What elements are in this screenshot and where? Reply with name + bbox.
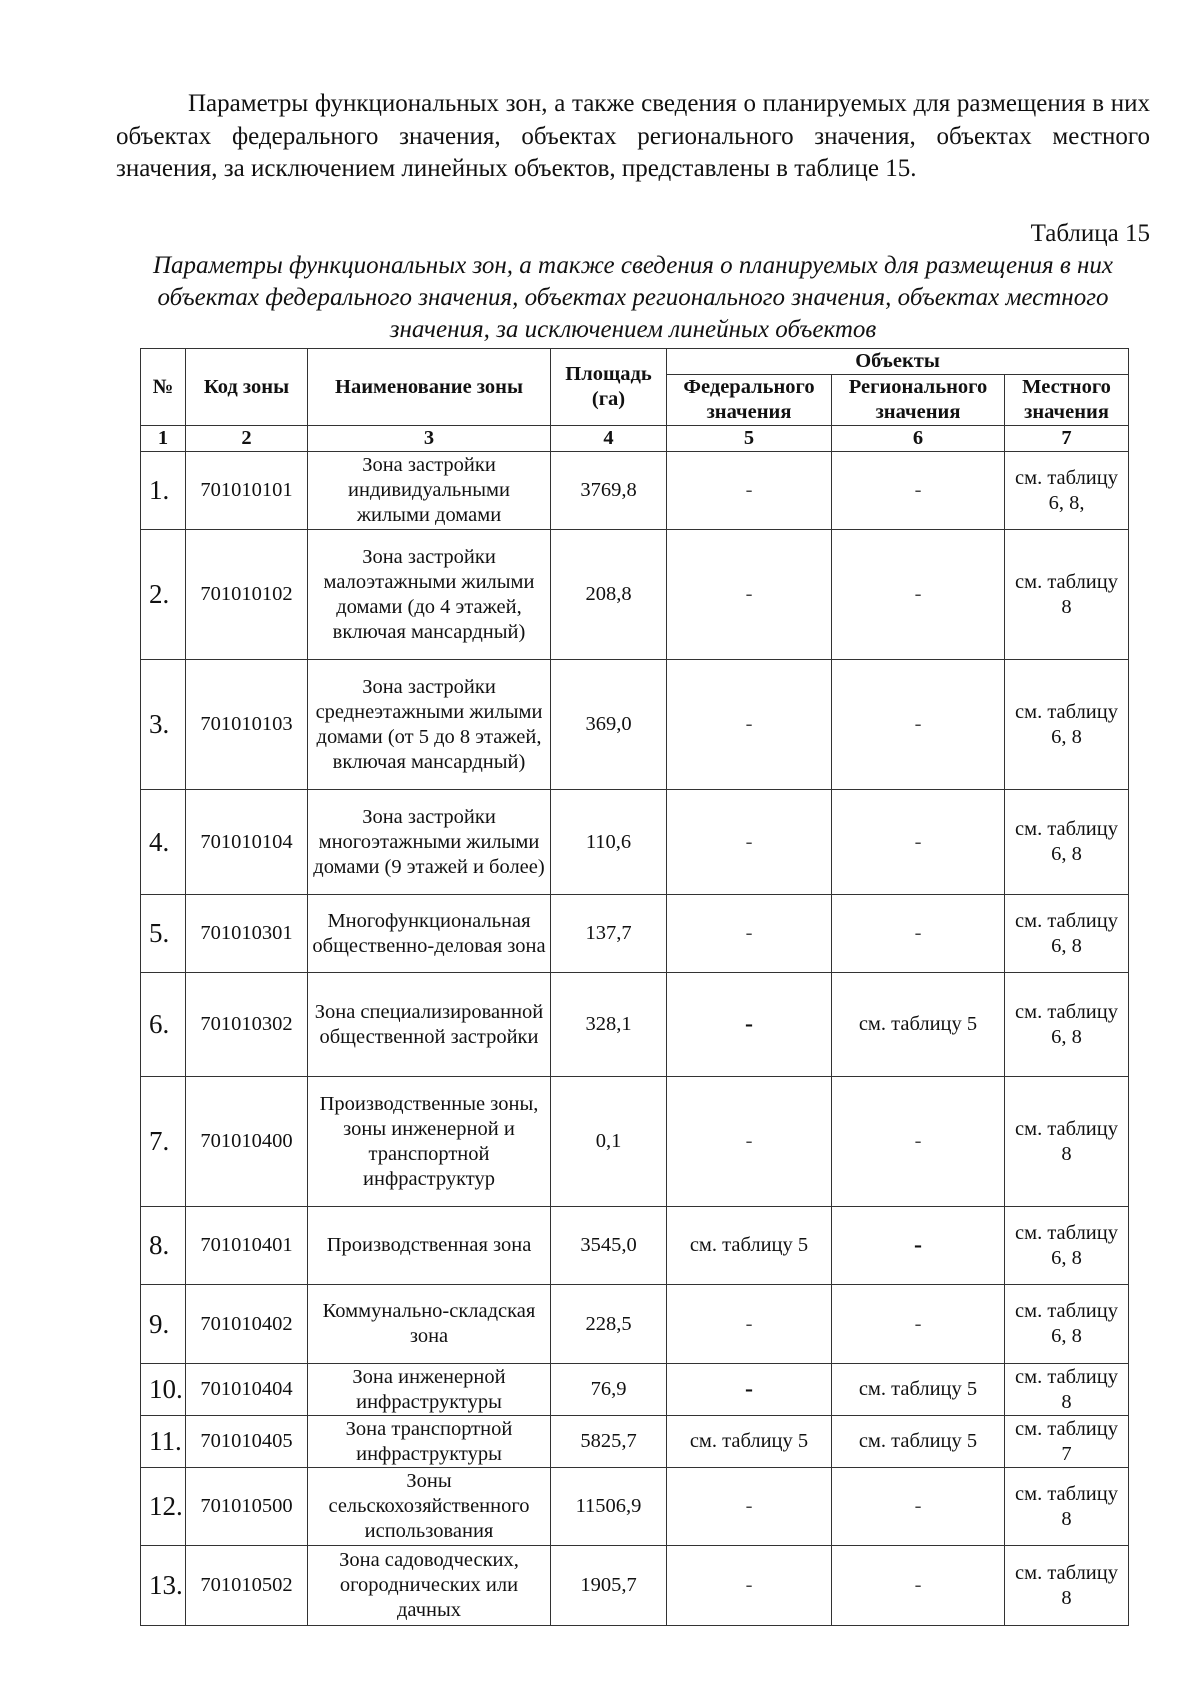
regional-objects: - [832, 790, 1005, 895]
regional-objects: - [832, 1468, 1005, 1546]
row-num: 4. [141, 790, 186, 895]
index-cell: 5 [667, 426, 832, 452]
local-objects: см. таблицу 6, 8 [1005, 790, 1129, 895]
local-objects: см. таблицу 6, 8 [1005, 1285, 1129, 1364]
zone-code: 701010102 [186, 530, 308, 660]
table-row [141, 1285, 1129, 1364]
local-objects: см. таблицу 8 [1005, 1077, 1129, 1207]
regional-objects: - [832, 1546, 1005, 1626]
federal-objects: - [667, 1468, 832, 1546]
intro-text: Параметры функциональных зон, а также сведения о планируемых для размещения в них объектах федерального значения, объектах регионального значения, объектах местного значения, за исключением линейных объектов, представлены в таблице 15. [116, 90, 1150, 182]
regional-objects: см. таблицу 5 [832, 1364, 1005, 1416]
federal-objects: - [667, 530, 832, 660]
regional-objects: см. таблицу 5 [832, 973, 1005, 1077]
table-row [141, 973, 1129, 1077]
row-num: 13. [141, 1546, 186, 1626]
zone-code: 701010500 [186, 1468, 308, 1546]
local-objects: см. таблицу 6, 8 [1005, 660, 1129, 790]
zone-code: 701010302 [186, 973, 308, 1077]
zone-name: Зона специализированной общественной застройки [308, 973, 551, 1077]
regional-objects: - [832, 895, 1005, 973]
table-row [141, 1416, 1129, 1468]
zone-area: 76,9 [551, 1364, 667, 1416]
zone-name: Зона инженерной инфраструктуры [308, 1364, 551, 1416]
zone-code: 701010502 [186, 1546, 308, 1626]
header-federal: Федерального значения [667, 375, 832, 426]
regional-objects: - [832, 660, 1005, 790]
zone-area: 3545,0 [551, 1207, 667, 1285]
index-cell: 1 [141, 426, 186, 452]
index-cell: 3 [308, 426, 551, 452]
zone-area: 208,8 [551, 530, 667, 660]
zone-name: Зона транспортной инфраструктуры [308, 1416, 551, 1468]
zone-code: 701010301 [186, 895, 308, 973]
federal-objects: - [667, 973, 832, 1077]
table-row [141, 660, 1129, 790]
zone-code: 701010402 [186, 1285, 308, 1364]
zone-code: 701010103 [186, 660, 308, 790]
local-objects: см. таблицу 6, 8 [1005, 1207, 1129, 1285]
federal-objects: - [667, 660, 832, 790]
table-row [141, 895, 1129, 973]
table-row [141, 452, 1129, 530]
row-num: 5. [141, 895, 186, 973]
header-num: № [141, 349, 186, 426]
table-caption: Параметры функциональных зон, а также сведения о планируемых для размещения в них объектах федерального значения, объектах регионального значения, объектах местного значения, за исключением линейных объектов [152, 252, 1114, 343]
federal-objects: - [667, 452, 832, 530]
zone-name: Зона застройки среднеэтажными жилыми домами (от 5 до 8 этажей, включая мансардный) [308, 660, 551, 790]
local-objects: см. таблицу 8 [1005, 1364, 1129, 1416]
federal-objects: см. таблицу 5 [667, 1416, 832, 1468]
row-num: 2. [141, 530, 186, 660]
local-objects: см. таблицу 8 [1005, 1546, 1129, 1626]
federal-objects: - [667, 1077, 832, 1207]
zone-code: 701010404 [186, 1364, 308, 1416]
header-code: Код зоны [186, 349, 308, 426]
local-objects: см. таблицу 6, 8 [1005, 895, 1129, 973]
table-row [141, 1546, 1129, 1626]
regional-objects: - [832, 452, 1005, 530]
header-area: Площадь (га) [551, 349, 667, 426]
federal-objects: - [667, 1285, 832, 1364]
zone-name: Производственные зоны, зоны инженерной и транспортной инфраструктур [308, 1077, 551, 1207]
zone-name: Многофункциональная общественно-деловая зона [308, 895, 551, 973]
federal-objects: - [667, 790, 832, 895]
regional-objects: - [832, 530, 1005, 660]
row-num: 3. [141, 660, 186, 790]
zone-area: 137,7 [551, 895, 667, 973]
zone-area: 0,1 [551, 1077, 667, 1207]
zone-code: 701010400 [186, 1077, 308, 1207]
zone-area: 110,6 [551, 790, 667, 895]
row-num: 7. [141, 1077, 186, 1207]
row-num: 9. [141, 1285, 186, 1364]
index-cell: 2 [186, 426, 308, 452]
row-num: 10. [141, 1364, 186, 1416]
row-num: 8. [141, 1207, 186, 1285]
zone-name: Зоны сельскохозяйственного использования [308, 1468, 551, 1546]
zone-area: 3769,8 [551, 452, 667, 530]
zone-area: 11506,9 [551, 1468, 667, 1546]
zone-code: 701010101 [186, 452, 308, 530]
regional-objects: - [832, 1207, 1005, 1285]
index-cell: 6 [832, 426, 1005, 452]
zone-area: 1905,7 [551, 1546, 667, 1626]
local-objects: см. таблицу 6, 8, [1005, 452, 1129, 530]
header-regional: Регионального значения [832, 375, 1005, 426]
zone-name: Коммунально-складская зона [308, 1285, 551, 1364]
table-header [141, 349, 1129, 452]
row-num: 12. [141, 1468, 186, 1546]
zone-name: Зона садоводческих, огороднических или дачных [308, 1546, 551, 1626]
regional-objects: см. таблицу 5 [832, 1416, 1005, 1468]
federal-objects: см. таблицу 5 [667, 1207, 832, 1285]
table-body [141, 452, 1129, 1626]
header-local: Местного значения [1005, 375, 1129, 426]
zone-code: 701010104 [186, 790, 308, 895]
table-row [141, 1077, 1129, 1207]
federal-objects: - [667, 1364, 832, 1416]
zone-name: Зона застройки индивидуальными жилыми домами [308, 452, 551, 530]
row-num: 6. [141, 973, 186, 1077]
index-cell: 4 [551, 426, 667, 452]
local-objects: см. таблицу 6, 8 [1005, 973, 1129, 1077]
federal-objects: - [667, 1546, 832, 1626]
local-objects: см. таблицу 8 [1005, 530, 1129, 660]
index-cell: 7 [1005, 426, 1129, 452]
zones-table [140, 348, 1129, 1626]
federal-objects: - [667, 895, 832, 973]
zone-code: 701010401 [186, 1207, 308, 1285]
index-row [141, 426, 1129, 452]
table-row [141, 1468, 1129, 1546]
zone-name: Производственная зона [308, 1207, 551, 1285]
zone-name: Зона застройки малоэтажными жилыми домами (до 4 этажей, включая мансардный) [308, 530, 551, 660]
zone-area: 369,0 [551, 660, 667, 790]
regional-objects: - [832, 1077, 1005, 1207]
table-row [141, 1364, 1129, 1416]
header-objects: Объекты [667, 349, 1129, 375]
zone-area: 5825,7 [551, 1416, 667, 1468]
regional-objects: - [832, 1285, 1005, 1364]
header-name: Наименование зоны [308, 349, 551, 426]
intro-paragraph [116, 88, 1150, 186]
zone-name: Зона застройки многоэтажными жилыми домами (9 этажей и более) [308, 790, 551, 895]
table-row [141, 530, 1129, 660]
zone-area: 328,1 [551, 973, 667, 1077]
local-objects: см. таблицу 7 [1005, 1416, 1129, 1468]
zone-area: 228,5 [551, 1285, 667, 1364]
table-row [141, 790, 1129, 895]
row-num: 11. [141, 1416, 186, 1468]
table-number: Таблица 15 [1030, 220, 1150, 247]
zone-code: 701010405 [186, 1416, 308, 1468]
table-row [141, 1207, 1129, 1285]
local-objects: см. таблицу 8 [1005, 1468, 1129, 1546]
row-num: 1. [141, 452, 186, 530]
